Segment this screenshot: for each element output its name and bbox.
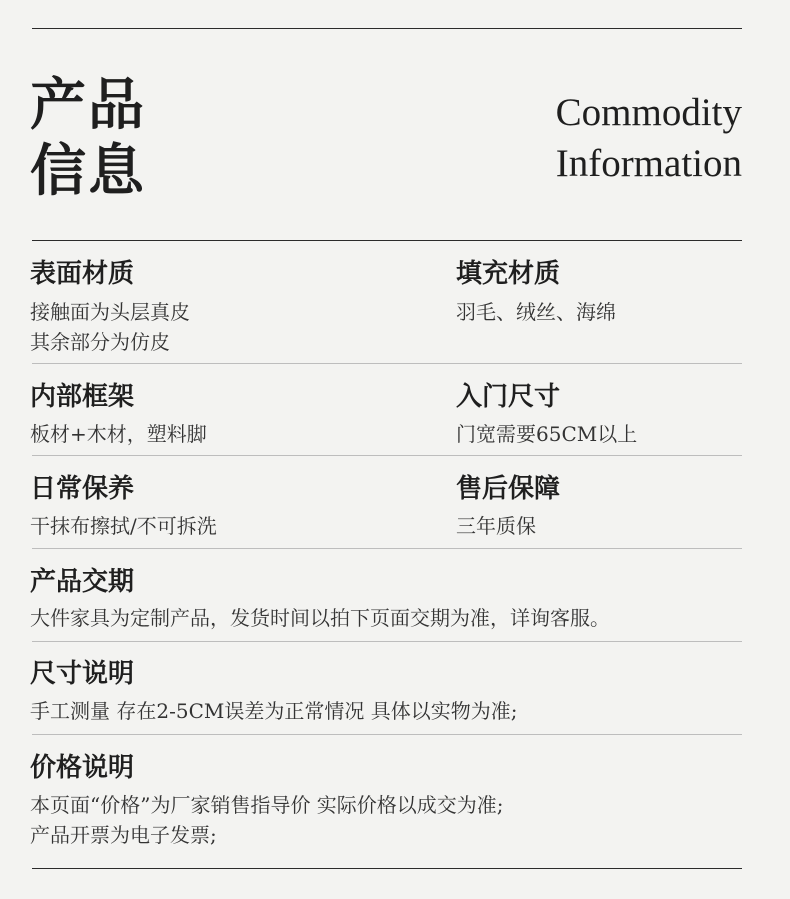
row-divider (32, 363, 742, 364)
note-value-size: 手工测量 存在2-5CM误差为正常情况 具体以实物为准; (30, 699, 518, 723)
spec-label-daily-care: 日常保养 (30, 474, 135, 504)
top-divider (32, 28, 742, 29)
spec-label-door-size: 入门尺寸 (456, 382, 561, 412)
spec-value-surface-material-line1: 接触面为头层真皮 (30, 300, 190, 324)
row-divider (32, 455, 742, 456)
row-divider (32, 548, 742, 549)
title-zh-line1: 产品 (30, 72, 146, 138)
spec-value-daily-care: 干抹布擦拭/不可拆洗 (30, 514, 217, 538)
note-label-delivery: 产品交期 (30, 567, 135, 597)
note-label-price: 价格说明 (30, 753, 135, 783)
header-divider (32, 240, 742, 241)
row-divider (32, 641, 742, 642)
spec-value-filling-material: 羽毛、绒丝、海绵 (456, 300, 616, 324)
spec-value-door-size: 门宽需要65CM以上 (456, 422, 638, 446)
bottom-divider (32, 868, 742, 869)
spec-value-inner-frame: 板材+木材，塑料脚 (30, 422, 207, 446)
note-label-size: 尺寸说明 (30, 659, 135, 689)
spec-label-filling-material: 填充材质 (456, 259, 561, 289)
title-zh-line2: 信息 (30, 138, 146, 204)
note-value-delivery: 大件家具为定制产品，发货时间以拍下页面交期为准，详询客服。 (30, 606, 610, 630)
title-en-line2: Information (555, 142, 742, 185)
note-value-price-line2: 产品开票为电子发票; (30, 823, 217, 847)
spec-value-after-sales: 三年质保 (456, 514, 536, 538)
title-en-line1: Commodity (555, 91, 742, 134)
spec-label-surface-material: 表面材质 (30, 259, 135, 289)
spec-label-after-sales: 售后保障 (456, 474, 561, 504)
note-value-price-line1: 本页面“价格”为厂家销售指导价 实际价格以成交为准; (30, 793, 504, 817)
row-divider (32, 734, 742, 735)
spec-label-inner-frame: 内部框架 (30, 382, 135, 412)
spec-value-surface-material-line2: 其余部分为仿皮 (30, 330, 170, 354)
